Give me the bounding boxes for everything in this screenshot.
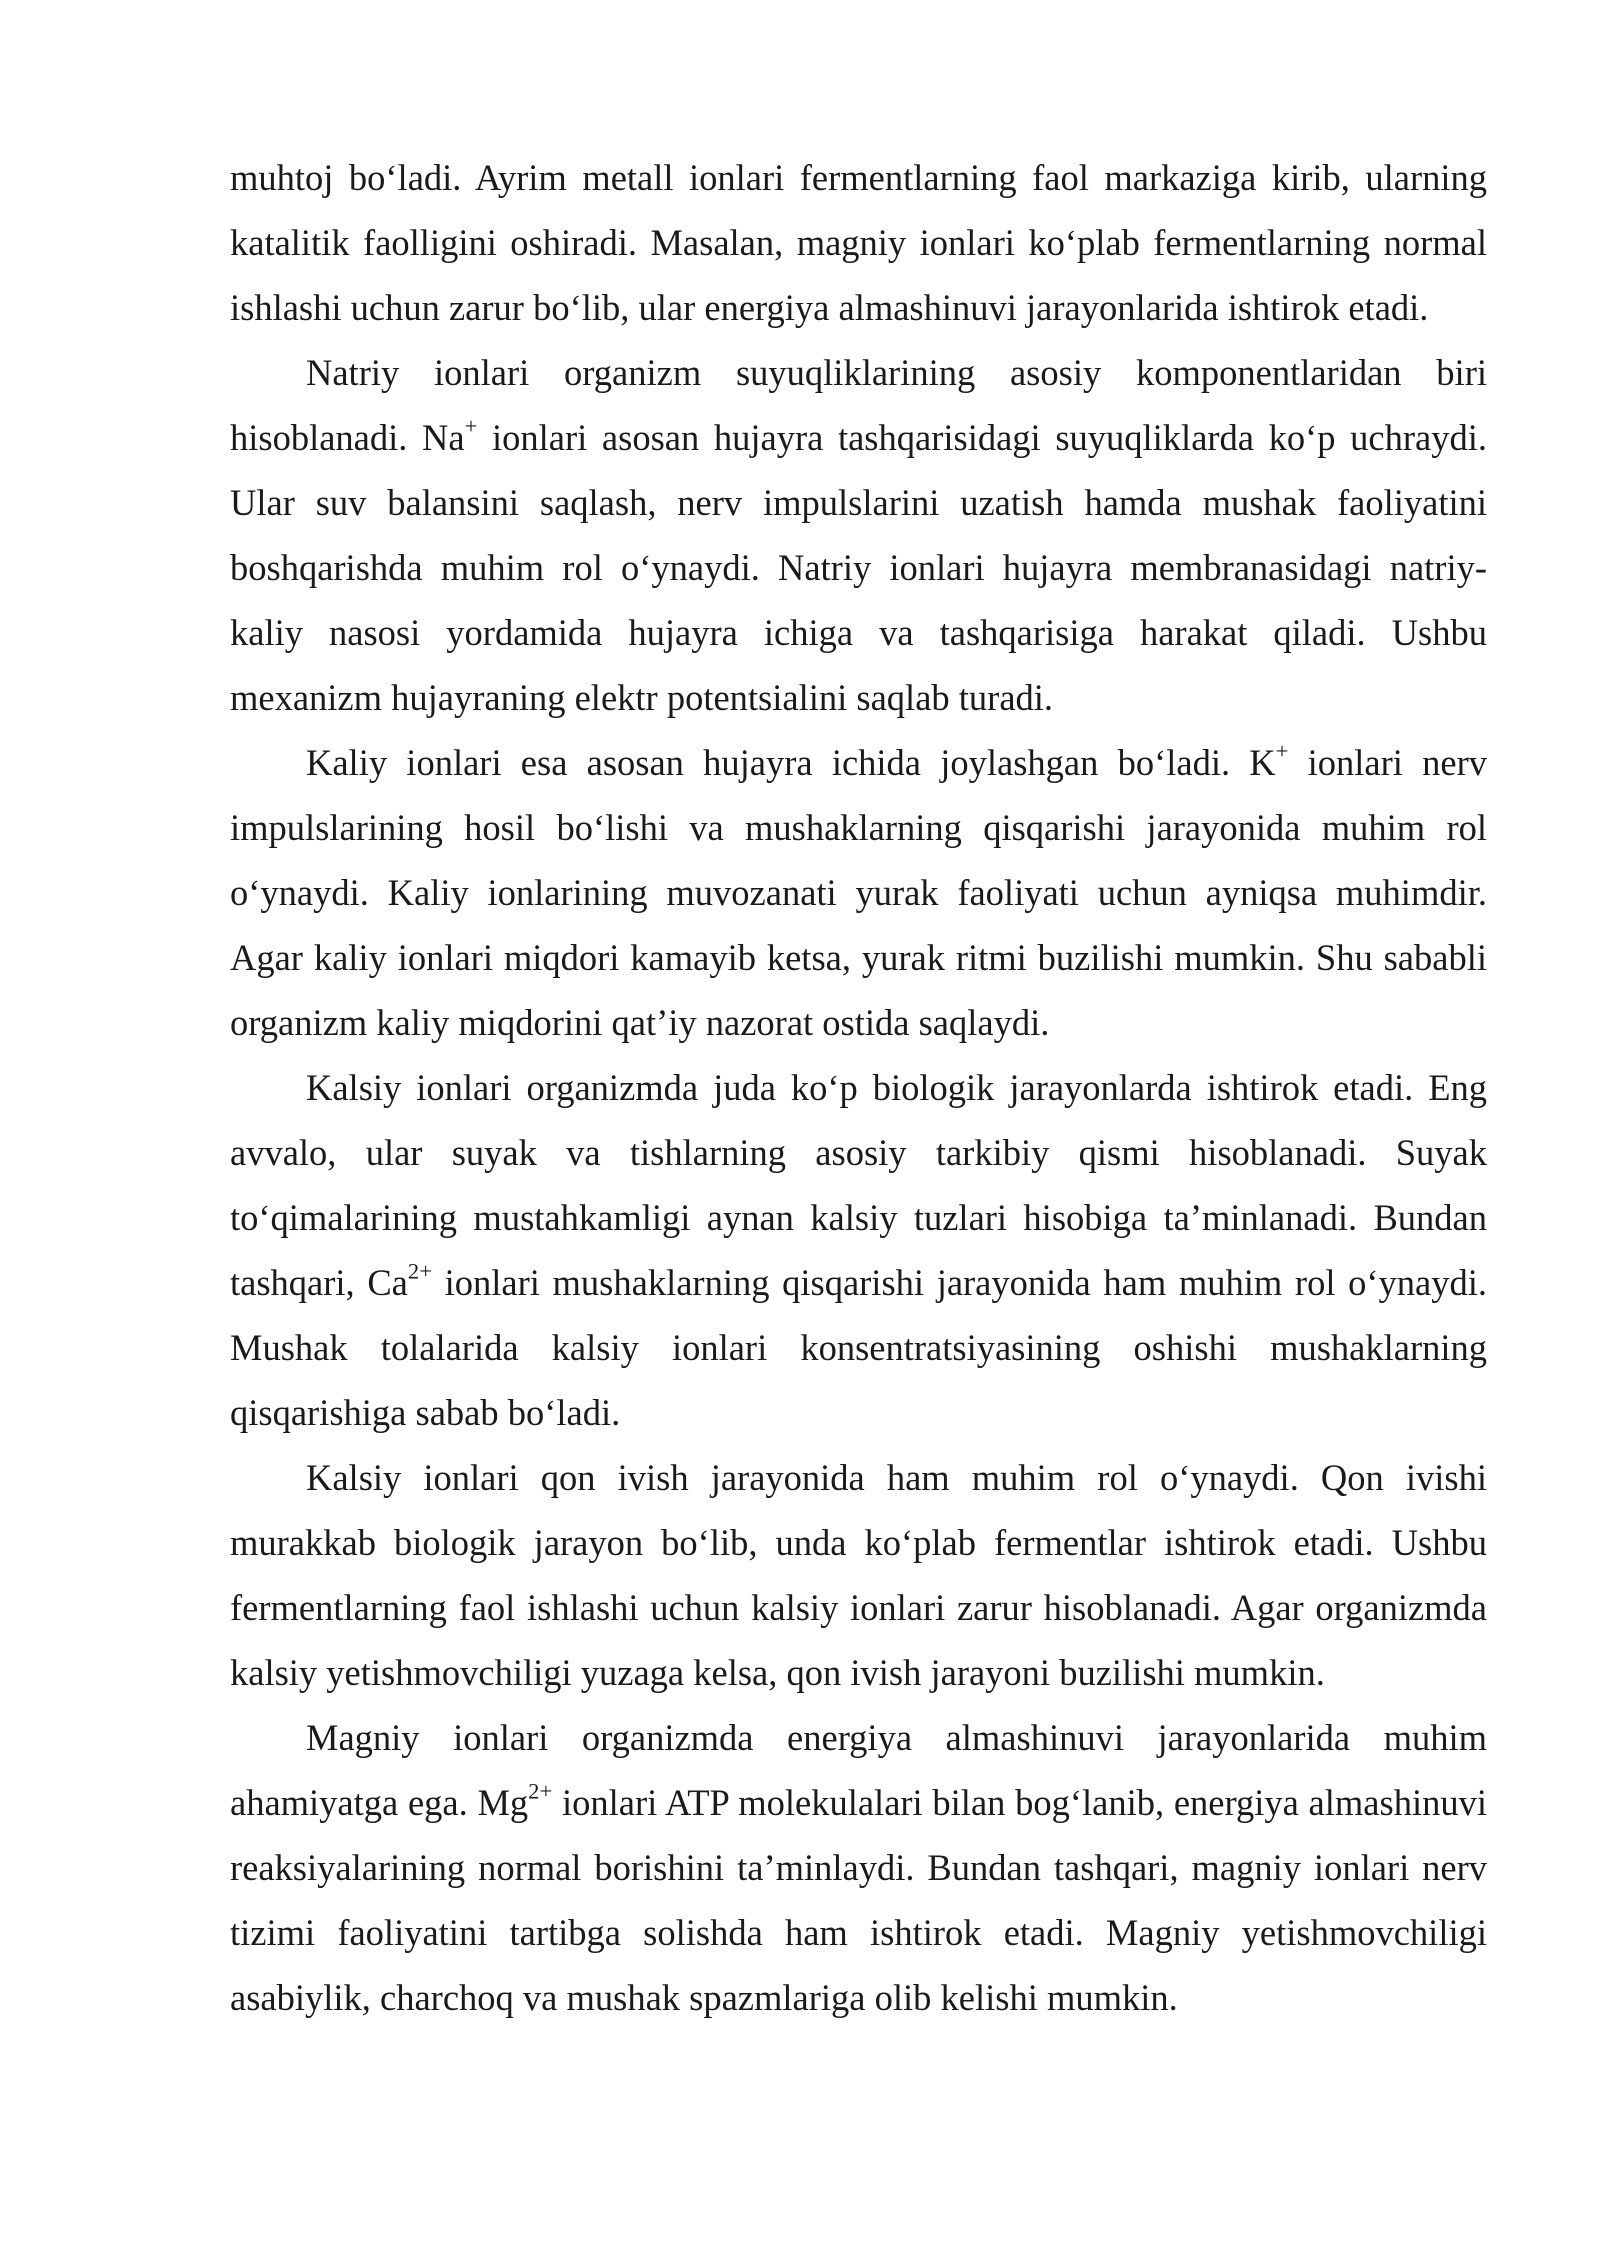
paragraph-text: Kalsiy ionlari organizmda juda ko‘p biologik jarayonlarda ishtirok etadi. Eng avvalo, ular suyak va tishlarning asosiy tarkibiy qismi hisoblanadi. Suyak to‘qimalarining mustahkamligi aynan kalsiy tuzlari hisobiga ta’minlanadi. Bundan tashqari, Ca <box>230 1067 1487 1303</box>
paragraph-text: muhtoj bo‘ladi. Ayrim metall ionlari fermentlarning faol markaziga kirib, ularning katalitik faolligini oshiradi. Masalan, magniy ionlari ko‘plab fermentlarning normal ishlashi uchun zarur bo‘lib, ular energiya almashinuvi jarayonlarida ishtirok etadi. <box>230 157 1487 328</box>
ion-charge: + <box>1275 738 1289 764</box>
paragraph-text: ionlari nerv impulslarining hosil bo‘lishi va mushaklarning qisqarishi jarayonida muhim rol o‘ynaydi. Kaliy ionlarining muvozanati yurak faoliyati uchun ayniqsa muhimdir. Agar kaliy ionlari miqdori kamayib ketsa, yurak ritmi buzilishi mumkin. Shu sababli organizm kaliy miqdorini qat’iy nazorat ostida saqlaydi. <box>230 742 1488 1043</box>
paragraph-1 <box>230 145 1487 340</box>
paragraph-text: ionlari asosan hujayra tashqarisidagi suyuqliklarda ko‘p uchraydi. Ular suv balansini saqlash, nerv impulslarini uzatish hamda mushak faoliyatini boshqarishda muhim rol o‘ynaydi. Natriy ionlari hujayra membranasidagi natriy-kaliy nasosi yordamida hujayra ichiga va tashqarisiga harakat qiladi. Ushbu mexanizm hujayraning elektr potentsialini saqlab turadi. <box>230 417 1488 718</box>
ion-charge: 2+ <box>528 1778 553 1804</box>
body-text <box>230 145 1487 2030</box>
paragraph-text: Natriy ionlari organizm suyuqliklarining asosiy komponentlaridan biri hisoblanadi. Na <box>230 352 1487 458</box>
paragraph-3 <box>230 730 1487 1055</box>
paragraph-text: ionlari mushaklarning qisqarishi jarayonida ham muhim rol o‘ynaydi. Mushak tolalarida kalsiy ionlari konsentratsiyasining oshishi mushaklarning qisqarishiga sabab bo‘ladi. <box>230 1262 1487 1433</box>
paragraph-2 <box>230 340 1487 730</box>
paragraph-5 <box>230 1445 1487 1705</box>
paragraph-text: Magniy ionlari organizmda energiya almashinuvi jarayonlarida muhim ahamiyatga ega. Mg <box>230 1717 1487 1823</box>
ion-charge: 2+ <box>407 1258 432 1284</box>
paragraph-6 <box>230 1705 1487 2030</box>
paragraph-text: ionlari ATP molekulalari bilan bog‘lanib, energiya almashinuvi reaksiyalarining normal borishini ta’minlaydi. Bundan tashqari, magniy ionlari nerv tizimi faoliyatini tartibga solishda ham ishtirok etadi. Magniy yetishmovchiligi asabiylik, charchoq va mushak spazmlariga olib kelishi mumkin. <box>230 1782 1487 2018</box>
paragraph-4 <box>230 1055 1487 1445</box>
paragraph-text: Kaliy ionlari esa asosan hujayra ichida joylashgan bo‘ladi. K <box>306 742 1276 783</box>
ion-charge: + <box>464 413 478 439</box>
paragraph-text: Kalsiy ionlari qon ivish jarayonida ham muhim rol o‘ynaydi. Qon ivishi murakkab biologik jarayon bo‘lib, unda ko‘plab fermentlar ishtirok etadi. Ushbu fermentlarning faol ishlashi uchun kalsiy ionlari zarur hisoblanadi. Agar organizmda kalsiy yetishmovchiligi yuzaga kelsa, qon ivish jarayoni buzilishi mumkin. <box>230 1457 1487 1693</box>
